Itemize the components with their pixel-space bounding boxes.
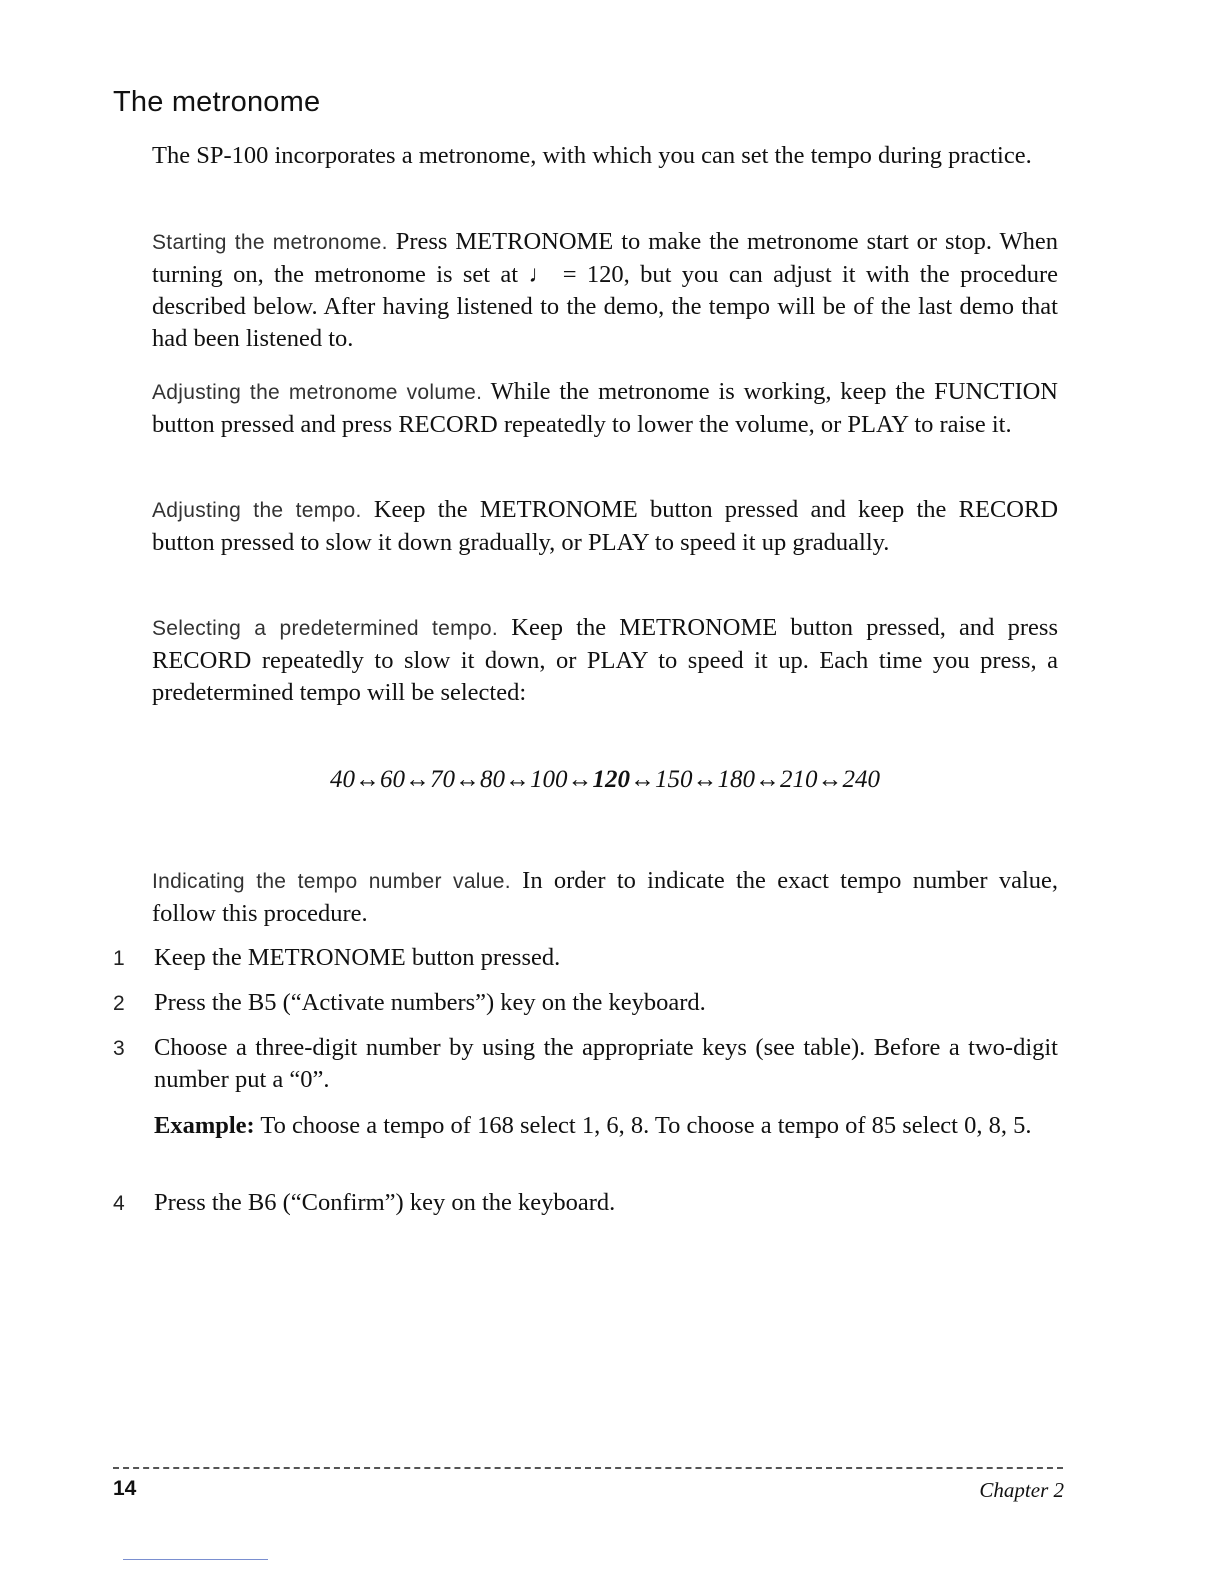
step-text: Press the B6 (“Confirm”) key on the keyboard. <box>154 1189 616 1216</box>
page-number: 14 <box>113 1477 137 1500</box>
starting-metronome-paragraph <box>152 226 1058 355</box>
tempo-sequence-start: 40↔60↔70↔80↔100↔ <box>330 766 593 793</box>
metronome-volume-text: While the metronome is working, keep the FUNCTION button pressed and press RECORD repeatedly to lower the volume, or PLAY to raise it. <box>152 378 1058 438</box>
step-text: Keep the METRONOME button pressed. <box>154 944 561 971</box>
step-4 <box>113 1187 1058 1220</box>
step-number: 2 <box>113 992 125 1015</box>
tempo-sequence-default: 120 <box>592 766 630 793</box>
adjusting-tempo-text: Keep the METRONOME button pressed and keep the RECORD button pressed to slow it down gradually, or PLAY to speed it up gradually. <box>152 496 1059 556</box>
step-number: 4 <box>113 1192 125 1215</box>
predetermined-tempo-heading: Selecting a predetermined tempo. <box>152 617 499 640</box>
indicating-tempo-paragraph <box>152 865 1058 930</box>
metronome-volume-heading: Adjusting the metronome volume. <box>152 381 483 404</box>
example-paragraph <box>154 1110 1058 1142</box>
step-number: 3 <box>113 1037 125 1060</box>
intro-paragraph: The SP-100 incorporates a metronome, with which you can set the tempo during practice. <box>152 142 1032 169</box>
step-1 <box>113 942 1058 975</box>
quarter-note-icon: ♩ <box>528 262 553 288</box>
starting-metronome-text-a: Press METRONOME to make the metronome start or stop. When turning on, the metronome is set at <box>152 228 1058 288</box>
step-number: 1 <box>113 947 125 970</box>
example-text: To choose a tempo of 168 select 1, 6, 8. To choose a tempo of 85 select 0, 8, 5. <box>254 1112 1032 1139</box>
scan-edge-line <box>123 1559 268 1560</box>
chapter-label: Chapter 2 <box>979 1478 1064 1502</box>
step-2 <box>113 987 1058 1020</box>
step-3 <box>113 1032 1058 1096</box>
page-title: The metronome <box>113 86 321 118</box>
indicating-tempo-text: In order to indicate the exact tempo number value, follow this procedure. <box>152 867 1058 927</box>
starting-metronome-text-b: = 120, but you can adjust it with the procedure described below. After having listened to the demo, the tempo will be of the last demo that had been listened to. <box>152 261 1059 352</box>
indicating-tempo-heading: Indicating the tempo number value. <box>152 870 511 893</box>
step-text: Choose a three-digit number by using the appropriate keys (see table). Before a two-digit number put a “0”. <box>154 1034 1058 1093</box>
predetermined-tempo-paragraph <box>152 612 1058 709</box>
tempo-sequence <box>152 763 1058 797</box>
starting-metronome-heading: Starting the metronome. <box>152 231 388 254</box>
metronome-volume-paragraph <box>152 376 1058 441</box>
predetermined-tempo-text: Keep the METRONOME button pressed, and press RECORD repeatedly to slow it down, or PLAY to speed it up. Each time you press, a predetermined tempo will be selected: <box>152 614 1058 706</box>
step-text: Press the B5 (“Activate numbers”) key on the keyboard. <box>154 989 706 1016</box>
tempo-sequence-end: ↔150↔180↔210↔240 <box>630 766 880 793</box>
example-label: Example: <box>154 1112 255 1139</box>
footer-divider <box>113 1467 1063 1469</box>
adjusting-tempo-heading: Adjusting the tempo. <box>152 499 362 522</box>
adjusting-tempo-paragraph <box>152 494 1058 559</box>
